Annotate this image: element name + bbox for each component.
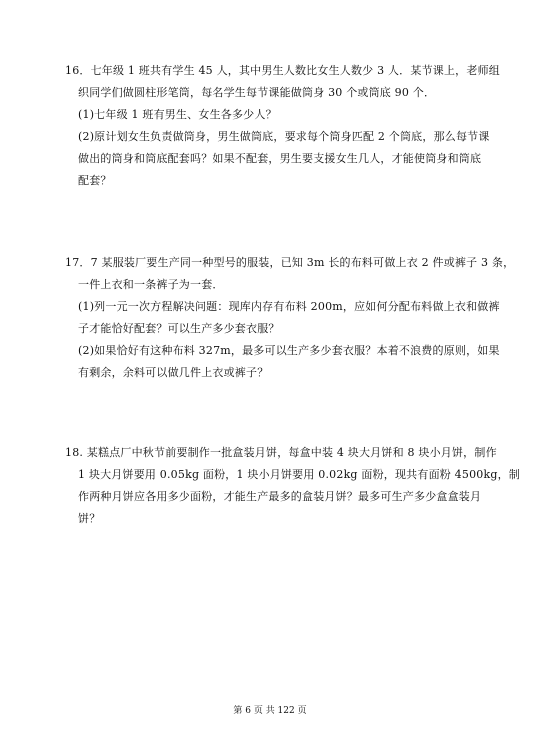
question-line: 作两种月饼应各用多少面粉，才能生产最多的盒装月饼？最多可生产多少盒盒装月 [78, 490, 482, 503]
question-line: 配套？ [78, 174, 112, 187]
question-line: 一件上衣和一条裤子为一套． [78, 278, 224, 291]
sub-question: (2)如果恰好有这种布料 327m，最多可以生产多少套衣服？本着不浪费的原则，如果 [78, 344, 500, 357]
question-line: 有剩余，余料可以做几件上衣或裤子？ [78, 366, 269, 379]
question-line: 1 块大月饼要用 0.05kg 面粉，1 块小月饼要用 0.02kg 面粉，现共有面粉 4500kg，制 [78, 468, 520, 481]
question-line: 饼？ [78, 512, 101, 525]
sub-question: (1)列一元一次方程解决问题：现库内存有布料 200m，应如何分配布料做上衣和做裤 [78, 300, 500, 313]
question-line: 子才能恰好配套？可以生产多少套衣服？ [78, 322, 280, 335]
question-line: 17．7 某服装厂要生产同一种型号的服装，已知 3m 长的布料可做上衣 2 件或裤子 3 条， [65, 256, 515, 269]
sub-question: (2)原计划女生负责做筒身，男生做筒底，要求每个筒身匹配 2 个筒底，那么每节课 [78, 130, 490, 143]
question-line: 16．七年级 1 班共有学生 45 人，其中男生人数比女生人数少 3 人．某节课上，老师组 [65, 64, 500, 77]
page-footer: 第 6 页 共 122 页 [233, 706, 307, 716]
question-line: 18. 某糕点厂中秋节前要制作一批盒装月饼，每盒中装 4 块大月饼和 8 块小月饼，制作 [65, 446, 497, 459]
sub-question: (1)七年级 1 班有男生、女生各多少人？ [78, 108, 277, 121]
question-line: 织同学们做圆柱形笔筒，每名学生每节课能做筒身 30 个或筒底 90 个． [78, 86, 436, 99]
question-line: 做出的筒身和筒底配套吗？如果不配套，男生要支援女生几人，才能使筒身和筒底 [78, 152, 482, 165]
